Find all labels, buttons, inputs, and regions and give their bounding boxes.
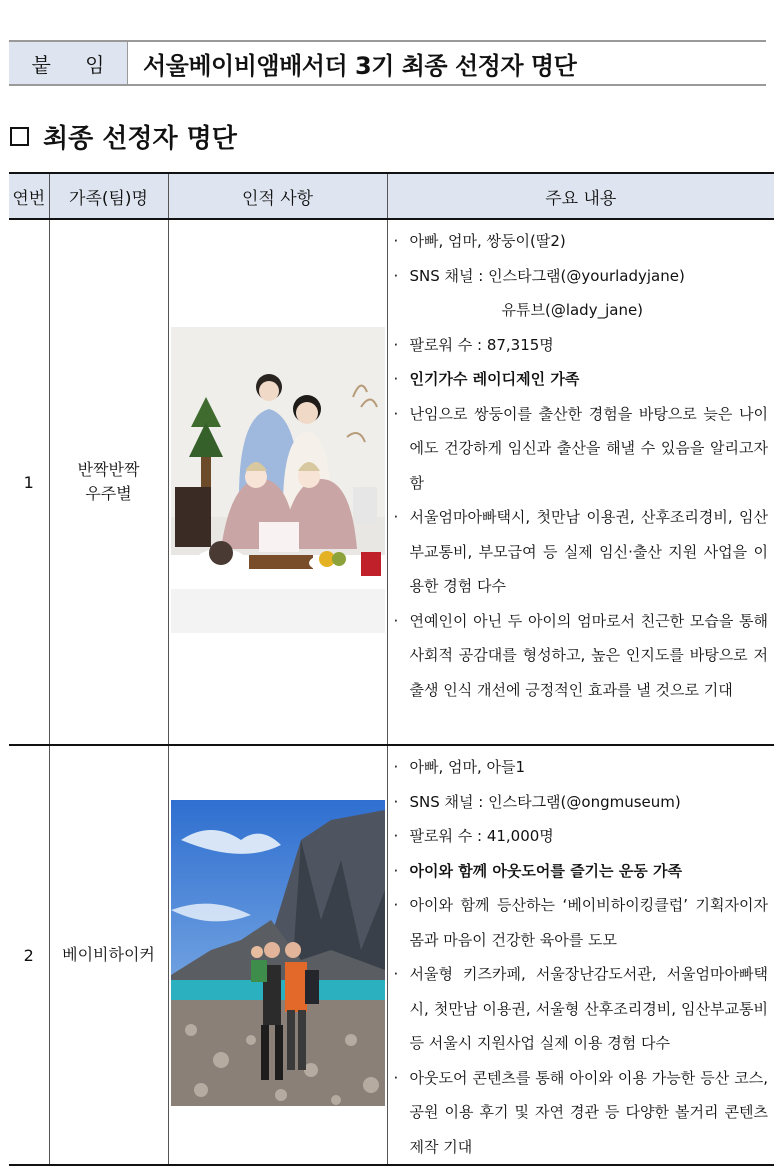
column-header-profile: 인적 사항 <box>168 173 387 219</box>
row-number: 2 <box>9 745 49 1165</box>
bullet-icon: · <box>393 232 399 250</box>
row-number: 1 <box>9 219 49 745</box>
detail-item: · 난임으로 쌍둥이를 출산한 경험을 바탕으로 늦은 나이에도 건강하게 임신과 출산을 해낼 수 있음을 알리고자 함 <box>394 397 769 501</box>
checkbox-icon <box>10 127 29 146</box>
column-header-team-name: 가족(팀)명 <box>49 173 168 219</box>
attachment-header <box>9 40 766 86</box>
column-header-number: 연번 <box>9 173 49 219</box>
bullet-icon: · <box>393 266 399 285</box>
detail-item: · 아이와 함께 등산하는 ‘베이비하이킹클럽’ 기획자이자 몸과 마음이 건강한 육아를 도모 <box>394 888 769 957</box>
detail-item: · 서울형 키즈카페, 서울장난감도서관, 서울엄마아빠택시, 첫만남 이용권, 서울형 산후조리경비, 임산부교통비 등 서울시 지원사업 실제 이용 경험 다수 <box>394 957 769 1061</box>
bullet-icon: · <box>393 335 399 354</box>
team-name-line: 베이비하이커 <box>62 945 155 964</box>
detail-item: · SNS 채널 : 인스타그램(@ongmuseum) <box>394 785 769 820</box>
detail-item: · 아빠, 엄마, 쌍둥이(딸2) <box>394 224 769 259</box>
team-name-line: 반짝반짝 <box>77 460 140 479</box>
finalist-table <box>9 172 774 1166</box>
section-heading <box>10 116 237 156</box>
table-row <box>9 745 774 1165</box>
details-cell <box>387 219 774 745</box>
detail-item: · 아빠, 엄마, 아들1 <box>394 750 769 785</box>
detail-item-highlight: · 아이와 함께 아웃도어를 즐기는 운동 가족 <box>394 854 769 889</box>
bullet-icon: · <box>393 370 399 388</box>
bullet-icon: · <box>393 827 399 845</box>
bullet-icon: · <box>393 404 399 423</box>
team-name <box>49 745 168 1165</box>
bullet-icon: · <box>393 508 399 526</box>
detail-item-highlight: · 인기가수 레이디제인 가족 <box>394 362 769 397</box>
details-cell <box>387 745 774 1165</box>
bullet-icon: · <box>393 1068 399 1087</box>
table-row <box>9 219 774 745</box>
detail-item: · 서울엄마아빠택시, 첫만남 이용권, 산후조리경비, 임산부교통비, 부모급여 등 실제 임신·출산 지원 사업을 이용한 경험 다수 <box>394 500 769 604</box>
profile-photo-cell <box>168 745 387 1165</box>
table-header-row <box>9 173 774 219</box>
bullet-icon: · <box>393 861 399 880</box>
detail-item: · 팔로워 수 : 41,000명 <box>394 819 769 854</box>
bullet-icon: · <box>393 611 399 630</box>
team-name-line: 우주별 <box>85 484 132 503</box>
detail-item: · 아웃도어 콘텐츠를 통해 아이와 이용 가능한 등산 코스, 공원 이용 후기 및 자연 경관 등 다양한 볼거리 콘텐츠 제작 기대 <box>394 1061 769 1165</box>
detail-item: · 연예인이 아닌 두 아이의 엄마로서 친근한 모습을 통해 사회적 공감대를 형성하고, 높은 인지도를 바탕으로 저출생 인식 개선에 긍정적인 효과를 낼 것으로 기대 <box>394 604 769 708</box>
family-portrait-photo <box>171 327 385 633</box>
bullet-icon: · <box>393 758 399 776</box>
section-title: 최종 선정자 명단 <box>43 123 237 154</box>
document-title: 서울베이비앰배서더 3기 최종 선정자 명단 <box>143 51 577 80</box>
bullet-icon: · <box>393 792 399 811</box>
bullet-icon: · <box>393 965 399 983</box>
detail-item: · SNS 채널 : 인스타그램(@yourladyjane) <box>394 259 769 294</box>
attachment-tag: 붙 임 <box>9 42 128 84</box>
profile-photo-cell <box>168 219 387 745</box>
bullet-icon: · <box>393 896 399 914</box>
detail-item: · 팔로워 수 : 87,315명 <box>394 328 769 363</box>
team-name <box>49 219 168 745</box>
column-header-details: 주요 내용 <box>387 173 774 219</box>
detail-item-continuation: 유튜브(@lady_jane) <box>501 301 644 319</box>
mountain-lake-hiking-photo <box>171 800 385 1106</box>
